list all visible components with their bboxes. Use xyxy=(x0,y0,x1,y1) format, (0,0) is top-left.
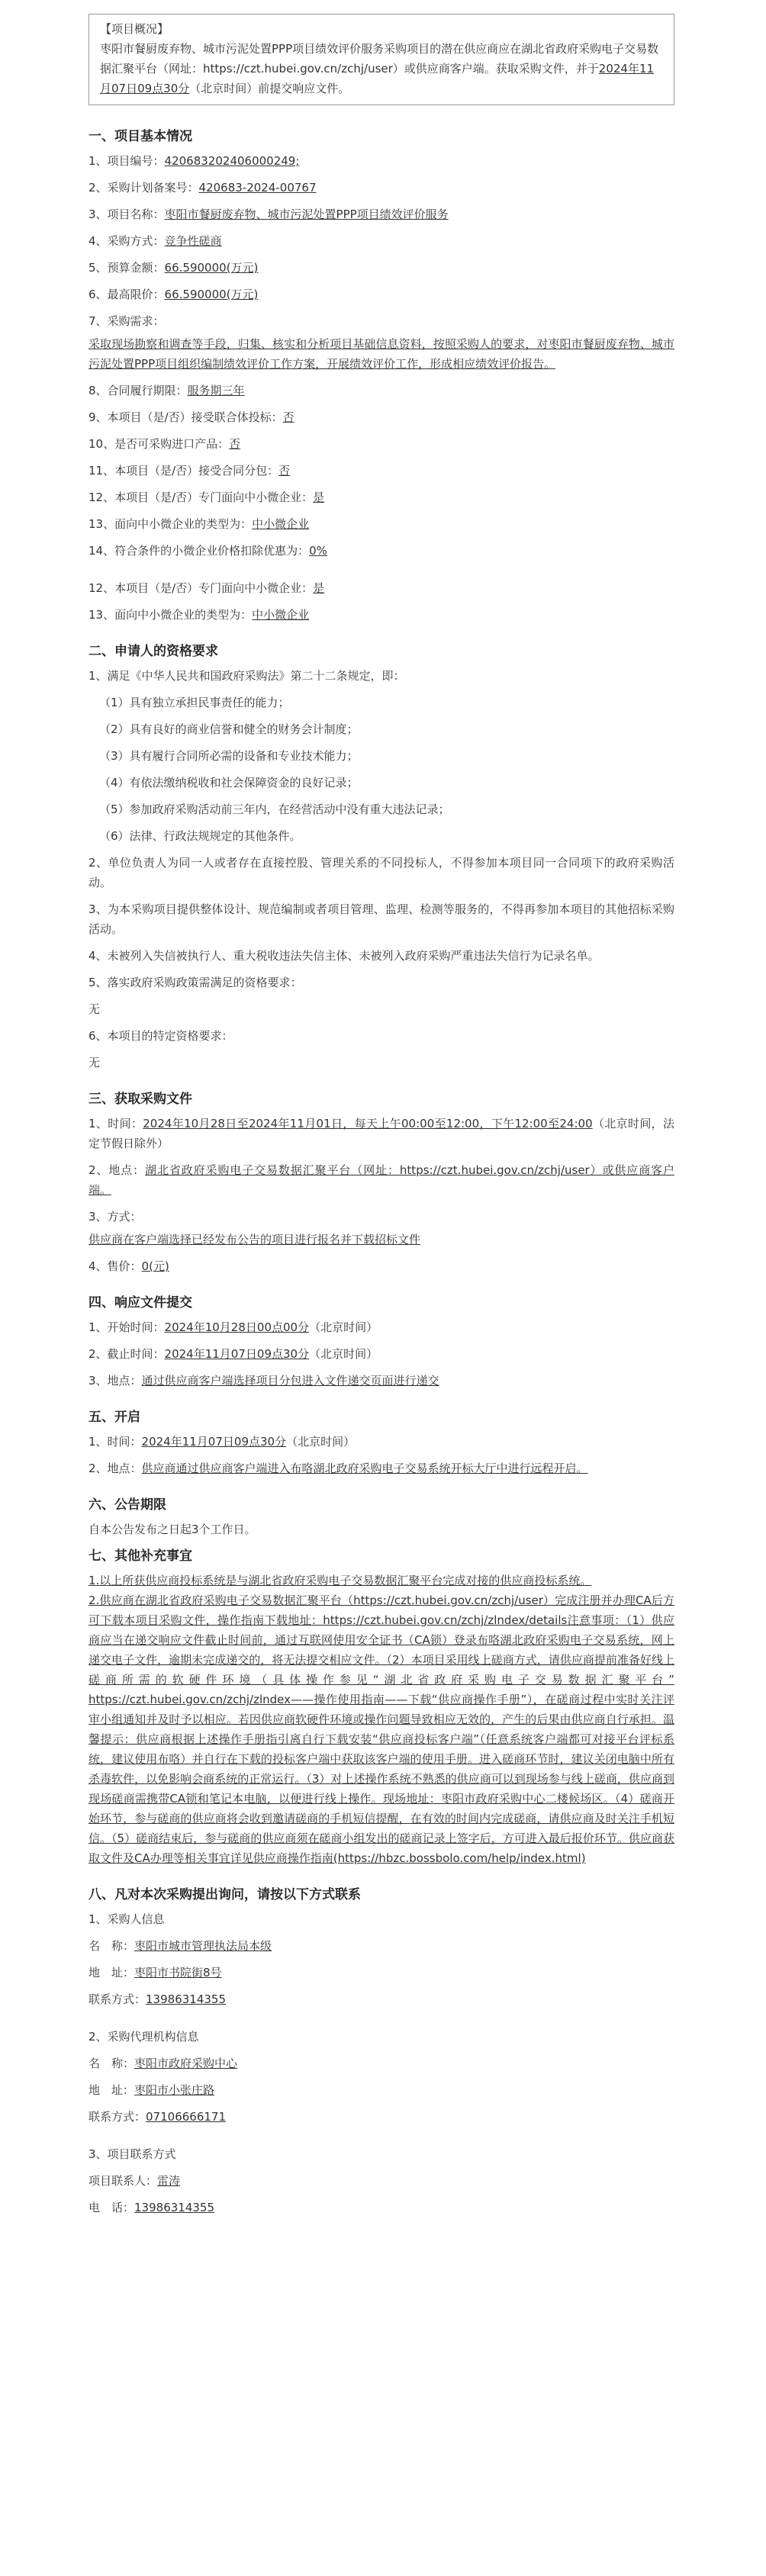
submit-place-row xyxy=(89,1371,674,1391)
section-notice-period xyxy=(89,1495,674,1539)
qualification-subitem: （6）法律、行政法规规定的其他条件。 xyxy=(99,829,301,843)
buyer-name: 枣阳市城市管理执法局本级 xyxy=(134,1939,272,1953)
agent-name: 枣阳市政府采购中心 xyxy=(134,2057,238,2070)
field-label: 联系方式： xyxy=(89,2110,146,2124)
section-title: 八、凡对本次采购提出询问，请按以下方式联系 xyxy=(89,1887,361,1902)
field-label: 1、时间： xyxy=(89,1435,142,1449)
field-label: 13、面向中小微企业的类型为： xyxy=(89,517,253,531)
sme-row-2 xyxy=(89,578,674,598)
period-row xyxy=(89,381,674,400)
field-label: 4、采购方式： xyxy=(89,234,165,248)
field-label: 10、是否可采购进口产品： xyxy=(89,437,230,451)
buyer-heading: 1、采购人信息 xyxy=(89,1912,165,1926)
overview-deadline: 2024年11月07日09点30分 xyxy=(100,62,655,95)
plan-number-row xyxy=(89,178,674,198)
section-title: 六、公告期限 xyxy=(89,1497,166,1513)
project-name: 枣阳市餐厨废弃物、城市污泥处置PPP项目绩效评价服务 xyxy=(164,207,449,221)
section-get-documents xyxy=(89,1089,674,1276)
agent-name-row xyxy=(89,2053,674,2073)
import-value: 否 xyxy=(229,437,241,451)
section-qualifications xyxy=(89,642,674,1073)
contact-person: 雷涛 xyxy=(157,2174,181,2188)
open-time-row xyxy=(89,1432,674,1452)
get-place-row xyxy=(89,1160,674,1200)
section-submission xyxy=(89,1293,674,1391)
field-label: 2、截止时间： xyxy=(89,1347,165,1361)
get-time-row xyxy=(89,1114,674,1153)
section-title: 一、项目基本情况 xyxy=(89,129,192,144)
buyer-name-row xyxy=(89,1936,674,1956)
subcontract-row xyxy=(89,461,674,481)
supplement-paragraph-1: 1.以上所获供应商投标系统是与湖北省政府采购电子交易数据汇聚平台完成对接的供应商投标系统。 xyxy=(89,1574,592,1587)
field-label: 3、项目名称： xyxy=(89,207,165,221)
agent-phone-row xyxy=(89,2107,674,2127)
qualification-item: 5、落实政府采购政策需满足的资格要求： xyxy=(89,976,302,989)
get-way-label: 3、方式： xyxy=(89,1210,142,1224)
import-row xyxy=(89,434,674,454)
overview-label: 【项目概况】 xyxy=(100,22,169,36)
budget-amount: 66.590000(万元) xyxy=(164,261,259,275)
price-row xyxy=(89,1256,674,1276)
contact-person-row xyxy=(89,2171,674,2191)
section-title: 七、其他补充事宜 xyxy=(89,1548,192,1564)
start-time: 2024年10月28日00点00分 xyxy=(164,1320,310,1334)
project-name-row xyxy=(89,204,674,224)
budget-row xyxy=(89,258,674,278)
agent-address: 枣阳市小张庄路 xyxy=(134,2083,215,2097)
open-place-row xyxy=(89,1458,674,1478)
section-supplementary xyxy=(89,1546,674,1868)
end-time: 2024年11月07日09点30分 xyxy=(164,1347,310,1361)
max-price: 66.590000(万元) xyxy=(164,288,259,301)
time-note: （北京时间） xyxy=(309,1320,378,1334)
subcontract-value: 否 xyxy=(278,464,291,478)
sme-type-row xyxy=(89,514,674,534)
get-place: 湖北省政府采购电子交易数据汇聚平台（网址：https://czt.hubei.gov.cn/zchj/user）或供应商客户端。 xyxy=(89,1163,675,1197)
field-label: 6、最高限价： xyxy=(89,288,165,301)
consortium-row xyxy=(89,407,674,427)
field-label: 地 址： xyxy=(89,1966,135,1979)
field-label: 12、本项目（是/否）专门面向中小微企业： xyxy=(89,490,314,504)
get-time: 2024年10月28日至2024年11月01日，每天上午00:00至12:00，下午12:00至24:00 xyxy=(143,1117,593,1130)
submit-place: 通过供应商客户端选择项目分包进入文件递交页面进行递交 xyxy=(141,1374,439,1388)
project-number-row xyxy=(89,151,674,171)
document-price: 0(元) xyxy=(141,1259,169,1273)
consortium-value: 否 xyxy=(282,410,294,424)
contact-phone-row xyxy=(89,2198,674,2217)
section-contacts xyxy=(89,1885,674,2217)
field-label: 1、项目编号： xyxy=(89,154,165,168)
time-note: （北京时间） xyxy=(286,1435,356,1449)
contract-period: 服务期三年 xyxy=(187,384,245,397)
sme-row xyxy=(89,487,674,507)
field-label: 电 话： xyxy=(89,2201,135,2214)
overview-text-1: 枣阳市餐厨废弃物、城市污泥处置PPP项目绩效评价服务采购项目的潜在供应商应在湖北省政府采购电子交易数据汇聚平台（网址：https://czt.hubei.gov.cn/zchj/user）或供应商客户端。获取采购文件，并于 xyxy=(100,42,659,76)
contact-heading: 3、项目联系方式 xyxy=(89,2147,176,2161)
open-time: 2024年11月07日09点30分 xyxy=(141,1435,287,1449)
field-label: 9、本项目（是/否）接受联合体投标： xyxy=(89,410,283,424)
section-opening xyxy=(89,1407,674,1478)
method-row xyxy=(89,231,674,251)
sme-value: 是 xyxy=(313,581,325,595)
section-title: 三、获取采购文件 xyxy=(89,1092,192,1107)
sme-type-value: 中小微企业 xyxy=(252,608,310,622)
qualification-subitem: （3）具有履行合同所必需的设备和专业技术能力； xyxy=(99,749,359,763)
qualification-subitem: （5）参加政府采购活动前三年内，在经营活动中没有重大违法记录； xyxy=(99,802,450,816)
get-way: 供应商在客户端选择已经发布公告的项目进行报名并下载招标文件 xyxy=(89,1233,421,1246)
sme-type-row-2 xyxy=(89,605,674,625)
field-label: 14、符合条件的小微企业价格扣除优惠为： xyxy=(89,544,310,558)
field-label: 12、本项目（是/否）专门面向中小微企业： xyxy=(89,581,314,595)
section-title: 五、开启 xyxy=(89,1410,140,1425)
field-label: 2、采购计划备案号： xyxy=(89,181,199,195)
project-number: 420683202406000249; xyxy=(164,154,300,168)
buyer-address: 枣阳市书院街8号 xyxy=(134,1966,222,1979)
field-label: 1、开始时间： xyxy=(89,1320,165,1334)
agent-phone: 07106666171 xyxy=(146,2110,226,2124)
qualification-value: 无 xyxy=(89,1002,101,1016)
max-price-row xyxy=(89,285,674,304)
qualification-subitem: （4）有依法缴纳税收和社会保障资金的良好记录； xyxy=(99,776,359,790)
section-title: 二、申请人的资格要求 xyxy=(89,644,218,659)
notice-period-text: 自本公告发布之日起3个工作日。 xyxy=(89,1523,256,1536)
qualification-item: 6、本项目的特定资格要求： xyxy=(89,1029,233,1043)
overview-text-2: （北京时间）前提交响应文件。 xyxy=(189,82,350,95)
field-label: 2、地点： xyxy=(89,1462,142,1475)
plan-number: 420683-2024-00767 xyxy=(198,181,317,195)
field-label: 项目联系人： xyxy=(89,2174,158,2188)
contact-phone: 13986314355 xyxy=(134,2201,214,2214)
field-label: 名 称： xyxy=(89,1939,135,1953)
sme-value: 是 xyxy=(313,490,325,504)
qualification-subitem: （1）具有独立承担民事责任的能力； xyxy=(99,696,290,709)
agent-heading: 2、采购代理机构信息 xyxy=(89,2030,199,2044)
get-time-note: （北京时间，法定节假日除外） xyxy=(89,1117,674,1150)
sme-type-value: 中小微企业 xyxy=(252,517,310,531)
qualification-value: 无 xyxy=(89,1056,101,1069)
demand-text: 采取现场勘察和调查等手段，归集、核实和分析项目基础信息资料，按照采购人的要求，对枣阳市餐厨废弃物、城市污泥处置PPP项目组织编制绩效评价工作方案，开展绩效评价工作，形成相应绩效评价报告。 xyxy=(89,337,674,371)
field-label: 5、预算金额： xyxy=(89,261,165,275)
qualification-subitem: （2）具有良好的商业信誉和健全的财务会计制度； xyxy=(99,722,359,736)
field-label: 地 址： xyxy=(89,2083,135,2097)
field-label: 4、售价： xyxy=(89,1259,142,1273)
time-note: （北京时间） xyxy=(309,1347,378,1361)
project-overview-box xyxy=(89,14,674,105)
field-label: 13、面向中小微企业的类型为： xyxy=(89,608,253,622)
section-title: 四、响应文件提交 xyxy=(89,1295,192,1311)
end-time-row xyxy=(89,1344,674,1364)
qualification-item: 2、单位负责人为同一人或者存在直接控股、管理关系的不同投标人，不得参加本项目同一合同项下的政府采购活动。 xyxy=(89,856,674,889)
field-label: 2、地点： xyxy=(89,1163,146,1177)
buyer-phone: 13986314355 xyxy=(146,1992,226,2006)
demand-label: 7、采购需求： xyxy=(89,314,165,328)
field-label: 11、本项目（是/否）接受合同分包： xyxy=(89,464,279,478)
open-place: 供应商通过供应商客户端进入布咯湖北政府采购电子交易系统开标大厅中进行远程开启。 xyxy=(141,1462,588,1475)
buyer-phone-row xyxy=(89,1989,674,2009)
start-time-row xyxy=(89,1317,674,1337)
field-label: 3、地点： xyxy=(89,1374,142,1388)
field-label: 名 称： xyxy=(89,2057,135,2070)
discount-value: 0% xyxy=(309,544,327,558)
discount-row xyxy=(89,541,674,561)
agent-address-row xyxy=(89,2080,674,2100)
section-basic-info xyxy=(89,127,674,625)
procurement-method: 竞争性磋商 xyxy=(164,234,222,248)
supplement-paragraph-2: 2.供应商在湖北省政府采购电子交易数据汇聚平台（https://czt.hubei.gov.cn/zchj/user）完成注册并办理CA后方可下载本项目采购文件，操作指南下载地址：https://czt.hubei.gov.cn/zchj/zlndex/details注意事项：（1）供应商应当在递交响应文件截止时间前，通过互联网使用安全证书（CA锁）登录布咯湖北政府采购电子交易系统，网上递交电子文件，逾期未完成递交的，将无法提交相应文件。（2）本项目采用线上磋商方式，请供应商提前准备好线上磋商所需的软硬件环境（具体操作参见“湖北省政府采购电子交易数据汇聚平台” https://czt.hubei.gov.cn/zchj/zlndex——操作使用指南——下载“供应商操作手册”），在磋商过程中实时关注评审小组通知并及时予以相应。若因供应商软硬件环境或操作问题导致相应无效的，产生的后果由供应商自行承担。温馨提示：供应商根据上述操作手册指引离自行下载安装“供应商投标客户端”（任意系统客户端都可对接平台评标系统，建议使用布咯）并自行在下载的投标客户端中获取该客户端的使用手册。进入磋商环节时，建议关闭电脑中所有杀毒软件，以免影响会商系统的正常运行。（3）对上述操作系统不熟悉的供应商可以到现场参与线上磋商，供应商到现场磋商需携带CA锁和笔记本电脑，以便进行线上操作。现场地址：枣阳市政府采购中心二楼候场区。（4）磋商开始环节，参与磋商的供应商将会收到邀请磋商的手机短信提醒，在有效的时间内完成磋商，请供应商及时关注手机短信。（5）磋商结束后，参与磋商的供应商须在磋商小组发出的磋商记录上签字后，方可进入最后报价环节。供应商获取文件及CA办理等相关事宜详见供应商操作指南(https://hbzc.bossbolo.com/help/index.html) xyxy=(89,1594,674,1865)
field-label: 8、合同履行期限： xyxy=(89,384,188,397)
field-label: 1、时间： xyxy=(89,1117,143,1130)
qualification-item: 3、为本采购项目提供整体设计、规范编制或者项目管理、监理、检测等服务的，不得再参加本项目的其他招标采购活动。 xyxy=(89,902,674,936)
qualification-item: 4、未被列入失信被执行人、重大税收违法失信主体、未被列入政府采购严重违法失信行为记录名单。 xyxy=(89,949,600,963)
qualification-item: 1、满足《中华人民共和国政府采购法》第二十二条规定，即： xyxy=(89,669,405,683)
field-label: 联系方式： xyxy=(89,1992,146,2006)
buyer-address-row xyxy=(89,1963,674,1983)
announcement xyxy=(89,14,674,2234)
